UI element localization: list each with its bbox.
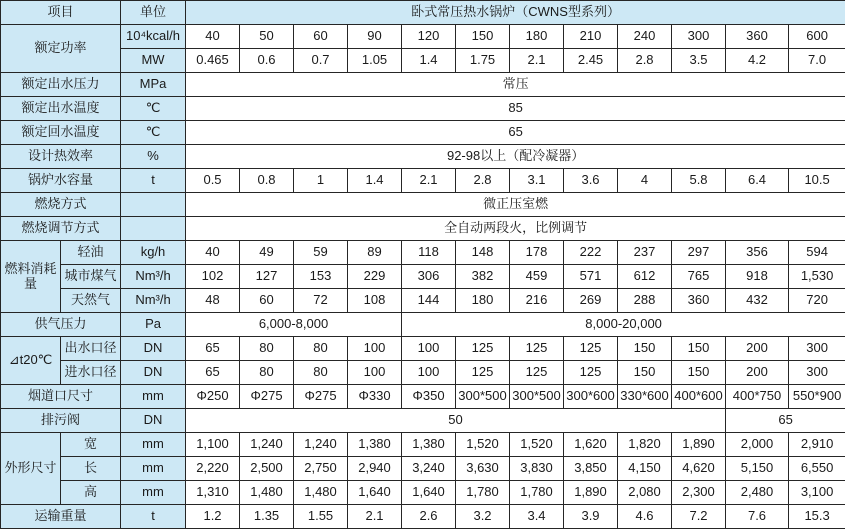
row-sublabel: 天然气 [61,289,121,313]
value-cell: 459 [510,265,564,289]
table-title: 卧式常压热水锅炉（CWNS型系列） [186,1,845,25]
value-cell: 40 [186,25,240,49]
unit-cell: t [121,505,186,529]
combustion-mode-row [1,193,845,217]
value-cell: 1,380 [348,433,402,457]
value-cell: 6,000-8,000 [186,313,402,337]
value-cell: 300 [672,25,726,49]
value-cell: 297 [672,241,726,265]
value-cell: 237 [618,241,672,265]
value-cell: 1,100 [186,433,240,457]
row-label: 额定出水压力 [1,73,121,97]
gas-supply-pressure-row [1,313,845,337]
value-cell: 1.4 [348,169,402,193]
row-label: 供气压力 [1,313,121,337]
row-label: 燃料消耗量 [1,241,61,313]
value-cell: 150 [456,25,510,49]
value-cell: 918 [726,265,789,289]
value-cell: 125 [564,337,618,361]
dim-width-row [1,433,845,457]
value-cell: 288 [618,289,672,313]
unit-cell [121,217,186,241]
value-cell: 5,150 [726,457,789,481]
value-cell: 1,380 [402,433,456,457]
value-cell: 3,850 [564,457,618,481]
value-cell: 65 [726,409,845,433]
value-cell: 65 [186,361,240,385]
unit-cell: DN [121,361,186,385]
value-cell: 150 [618,361,672,385]
unit-cell: MW [121,49,186,73]
value-cell: 180 [456,289,510,313]
value-cell: 50 [240,25,294,49]
value-cell: 2,080 [618,481,672,505]
unit-cell: t [121,169,186,193]
value-cell: 216 [510,289,564,313]
value-cell: 80 [240,361,294,385]
value-cell: 1.2 [186,505,240,529]
value-cell: 2,750 [294,457,348,481]
value-cell: 3,100 [789,481,845,505]
value-cell: 550*900 [789,385,845,409]
value-cell: 2.6 [402,505,456,529]
value-cell: 1.75 [456,49,510,73]
value-cell: 1,640 [348,481,402,505]
row-label: 设计热效率 [1,145,121,169]
value-cell: 4,150 [618,457,672,481]
value-cell: 4.6 [618,505,672,529]
row-sublabel: 城市煤气 [61,265,121,289]
value-cell: 1,310 [186,481,240,505]
value-cell: 432 [726,289,789,313]
value-cell: 100 [402,361,456,385]
value-cell: 3.1 [510,169,564,193]
value-cell: 1,480 [294,481,348,505]
value-cell: 90 [348,25,402,49]
value-cell: 7.2 [672,505,726,529]
value-cell: Φ275 [294,385,348,409]
unit-cell: 10⁴kcal/h [121,25,186,49]
value-cell: 720 [789,289,845,313]
row-sublabel: 轻油 [61,241,121,265]
value-cell: Φ330 [348,385,402,409]
value-cell: 80 [294,361,348,385]
unit-cell: mm [121,433,186,457]
blowdown-valve-row [1,409,845,433]
value-cell: 125 [510,337,564,361]
value-cell: 150 [672,361,726,385]
value-cell: 0.7 [294,49,348,73]
value-cell: 382 [456,265,510,289]
value-cell: 全自动两段火，比例调节 [186,217,845,241]
unit-cell: Pa [121,313,186,337]
row-label: 额定出水温度 [1,97,121,121]
rated-power-kcal-row [1,25,845,49]
value-cell: 3,630 [456,457,510,481]
col-header-item: 项目 [1,1,121,25]
value-cell: 3.4 [510,505,564,529]
water-capacity-row [1,169,845,193]
value-cell: 1,780 [456,481,510,505]
unit-cell: mm [121,457,186,481]
value-cell: 100 [402,337,456,361]
row-sublabel: 出水口径 [61,337,121,361]
value-cell: 48 [186,289,240,313]
boiler-table-body [1,1,845,529]
row-sublabel: 长 [61,457,121,481]
value-cell: 118 [402,241,456,265]
value-cell: 80 [294,337,348,361]
value-cell: 1,780 [510,481,564,505]
value-cell: 2.1 [348,505,402,529]
value-cell: 3.6 [564,169,618,193]
unit-cell: kg/h [121,241,186,265]
value-cell: 80 [240,337,294,361]
thermal-efficiency-row [1,145,845,169]
value-cell: 150 [618,337,672,361]
unit-cell: Nm³/h [121,289,186,313]
value-cell: 178 [510,241,564,265]
value-cell: 240 [618,25,672,49]
outlet-temp-row [1,97,845,121]
value-cell: 1.55 [294,505,348,529]
value-cell: 60 [240,289,294,313]
value-cell: 330*600 [618,385,672,409]
unit-cell: MPa [121,73,186,97]
value-cell: 1,890 [672,433,726,457]
value-cell: 微正压室燃 [186,193,845,217]
col-header-unit: 单位 [121,1,186,25]
outlet-diameter-row [1,337,845,361]
value-cell: 148 [456,241,510,265]
combustion-control-row [1,217,845,241]
row-label: 运输重量 [1,505,121,529]
value-cell: 8,000-20,000 [402,313,845,337]
flue-size-row [1,385,845,409]
value-cell: 222 [564,241,618,265]
value-cell: 6,550 [789,457,845,481]
value-cell: 59 [294,241,348,265]
value-cell: 2,910 [789,433,845,457]
value-cell: 1,480 [240,481,294,505]
value-cell: 200 [726,337,789,361]
value-cell: 150 [672,337,726,361]
value-cell: 3.5 [672,49,726,73]
value-cell: 144 [402,289,456,313]
value-cell: 0.465 [186,49,240,73]
value-cell: 100 [348,361,402,385]
value-cell: 1,640 [402,481,456,505]
value-cell: 360 [672,289,726,313]
unit-cell: DN [121,409,186,433]
unit-cell: Nm³/h [121,265,186,289]
value-cell: 2,500 [240,457,294,481]
value-cell: 2.1 [510,49,564,73]
fuel-natural-gas-row [1,289,845,313]
value-cell: Φ350 [402,385,456,409]
value-cell: 125 [456,337,510,361]
value-cell: 40 [186,241,240,265]
value-cell: Φ250 [186,385,240,409]
row-label: 燃烧方式 [1,193,121,217]
value-cell: 89 [348,241,402,265]
inlet-diameter-row [1,361,845,385]
value-cell: 1,530 [789,265,845,289]
return-temp-row [1,121,845,145]
unit-cell: % [121,145,186,169]
value-cell: 120 [402,25,456,49]
unit-cell: mm [121,385,186,409]
value-cell: 65 [186,121,845,145]
value-cell: 2,300 [672,481,726,505]
value-cell: 1.35 [240,505,294,529]
value-cell: 1.05 [348,49,402,73]
value-cell: 765 [672,265,726,289]
value-cell: 15.3 [789,505,845,529]
row-sublabel: 进水口径 [61,361,121,385]
value-cell: 85 [186,97,845,121]
unit-cell: ℃ [121,97,186,121]
value-cell: 127 [240,265,294,289]
value-cell: 1.4 [402,49,456,73]
value-cell: 229 [348,265,402,289]
value-cell: 4 [618,169,672,193]
value-cell: 92-98以上（配冷凝器） [186,145,845,169]
value-cell: 1,890 [564,481,618,505]
value-cell: 300*500 [456,385,510,409]
value-cell: 300 [789,361,845,385]
value-cell: 125 [510,361,564,385]
value-cell: 600 [789,25,845,49]
value-cell: 571 [564,265,618,289]
row-sublabel: 宽 [61,433,121,457]
value-cell: 常压 [186,73,845,97]
value-cell: 6.4 [726,169,789,193]
unit-cell: DN [121,337,186,361]
value-cell: 102 [186,265,240,289]
value-cell: 300*500 [510,385,564,409]
row-label: 外形尺寸 [1,433,61,505]
value-cell: 3,240 [402,457,456,481]
dim-height-row [1,481,845,505]
outlet-pressure-row [1,73,845,97]
value-cell: 200 [726,361,789,385]
value-cell: 180 [510,25,564,49]
value-cell: 1,520 [510,433,564,457]
value-cell: 0.6 [240,49,294,73]
value-cell: 72 [294,289,348,313]
value-cell: 100 [348,337,402,361]
fuel-light-oil-row [1,241,845,265]
value-cell: 2.1 [402,169,456,193]
value-cell: 1,240 [294,433,348,457]
value-cell: 60 [294,25,348,49]
value-cell: 2,480 [726,481,789,505]
value-cell: 360 [726,25,789,49]
value-cell: 2,000 [726,433,789,457]
value-cell: 65 [186,337,240,361]
value-cell: 2,220 [186,457,240,481]
row-sublabel: 高 [61,481,121,505]
value-cell: 0.8 [240,169,294,193]
value-cell: Φ275 [240,385,294,409]
value-cell: 1,820 [618,433,672,457]
row-label: 排污阀 [1,409,121,433]
unit-cell: mm [121,481,186,505]
value-cell: 7.0 [789,49,845,73]
value-cell: 2.45 [564,49,618,73]
value-cell: 612 [618,265,672,289]
value-cell: 7.6 [726,505,789,529]
unit-cell: ℃ [121,121,186,145]
value-cell: 300*600 [564,385,618,409]
value-cell: 4,620 [672,457,726,481]
value-cell: 210 [564,25,618,49]
value-cell: 3.9 [564,505,618,529]
value-cell: 2.8 [618,49,672,73]
value-cell: 3,830 [510,457,564,481]
value-cell: 2.8 [456,169,510,193]
value-cell: 0.5 [186,169,240,193]
value-cell: 306 [402,265,456,289]
row-label: 燃烧调节方式 [1,217,121,241]
value-cell: 1,620 [564,433,618,457]
row-label: 烟道口尺寸 [1,385,121,409]
row-label: ⊿t20℃ [1,337,61,385]
value-cell: 108 [348,289,402,313]
row-label: 锅炉水容量 [1,169,121,193]
value-cell: 49 [240,241,294,265]
header-row [1,1,845,25]
value-cell: 1,240 [240,433,294,457]
value-cell: 50 [186,409,726,433]
value-cell: 400*750 [726,385,789,409]
value-cell: 4.2 [726,49,789,73]
value-cell: 125 [564,361,618,385]
value-cell: 2,940 [348,457,402,481]
value-cell: 300 [789,337,845,361]
value-cell: 594 [789,241,845,265]
value-cell: 1 [294,169,348,193]
value-cell: 153 [294,265,348,289]
value-cell: 1,520 [456,433,510,457]
value-cell: 10.5 [789,169,845,193]
value-cell: 3.2 [456,505,510,529]
row-label: 额定回水温度 [1,121,121,145]
unit-cell [121,193,186,217]
rated-power-mw-row [1,49,845,73]
fuel-city-gas-row [1,265,845,289]
dim-length-row [1,457,845,481]
row-label: 额定功率 [1,25,121,73]
value-cell: 356 [726,241,789,265]
value-cell: 269 [564,289,618,313]
value-cell: 400*600 [672,385,726,409]
transport-weight-row [1,505,845,529]
value-cell: 125 [456,361,510,385]
value-cell: 5.8 [672,169,726,193]
